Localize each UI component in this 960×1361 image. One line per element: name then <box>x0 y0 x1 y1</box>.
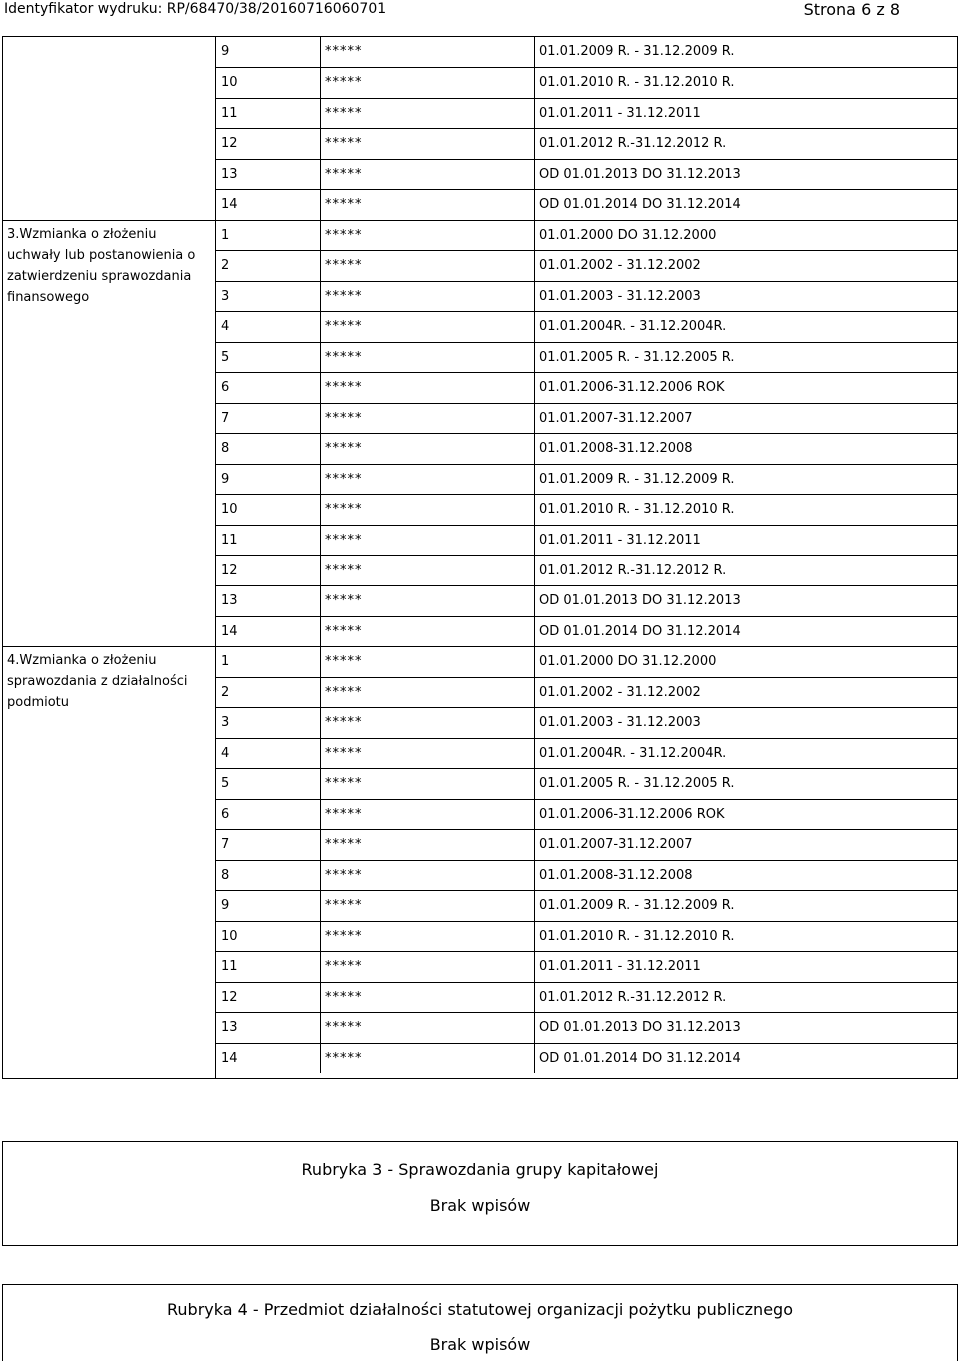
entry-period: 01.01.2010 R. - 31.12.2010 R. <box>539 502 735 518</box>
print-header <box>0 0 960 20</box>
table-row <box>216 707 958 737</box>
rubryka-4-title: Rubryka 4 - Przedmiot działalności statutowej organizacji pożytku publicznego <box>167 1300 793 1319</box>
entry-period: 01.01.2009 R. - 31.12.2009 R. <box>539 44 735 59</box>
entry-masked-value: ***** <box>321 708 535 737</box>
table-row <box>216 951 958 981</box>
entry-period: 01.01.2004R. - 31.12.2004R. <box>539 319 727 335</box>
rubryka-3-title: Rubryka 3 - Sprawozdania grupy kapitałowej <box>301 1160 659 1179</box>
entry-number: 1 <box>216 221 321 250</box>
entry-period: 01.01.2005 R. - 31.12.2005 R. <box>539 349 735 365</box>
table-row <box>216 403 958 433</box>
entry-number: 7 <box>216 404 321 433</box>
entry-period: 01.01.2010 R. - 31.12.2010 R. <box>539 75 735 91</box>
entry-number: 4 <box>216 312 321 341</box>
entry-period: OD 01.01.2014 DO 31.12.2014 <box>539 623 741 639</box>
entry-masked-value: ***** <box>321 556 535 585</box>
entry-period: 01.01.2006-31.12.2006 ROK <box>539 806 725 822</box>
table-row <box>216 220 958 250</box>
entry-number: 2 <box>216 678 321 707</box>
table-row <box>216 768 958 798</box>
entry-number: 9 <box>216 891 321 920</box>
entry-period: 01.01.2003 - 31.12.2003 <box>539 288 701 304</box>
section-label: 4.Wzmianka o złożeniu sprawozdania z działalności podmiotu <box>3 646 215 713</box>
entry-period: 01.01.2008-31.12.2008 <box>539 441 693 457</box>
rubryka-4-empty-note: Brak wpisów <box>429 1335 531 1354</box>
entry-masked-value: ***** <box>321 343 535 372</box>
entry-period: 01.01.2006-31.12.2006 ROK <box>539 380 725 396</box>
entry-masked-value: ***** <box>321 952 535 981</box>
entry-period: 01.01.2008-31.12.2008 <box>539 867 693 883</box>
table-row <box>216 646 958 676</box>
entry-number: 8 <box>216 434 321 463</box>
entry-period: OD 01.01.2013 DO 31.12.2013 <box>539 166 741 182</box>
table-row <box>216 494 958 524</box>
entry-masked-value: ***** <box>321 1044 535 1073</box>
entry-masked-value: ***** <box>321 861 535 890</box>
entry-period: 01.01.2004R. - 31.12.2004R. <box>539 745 727 761</box>
entry-masked-value: ***** <box>321 221 535 250</box>
entry-masked-value: ***** <box>321 465 535 494</box>
entry-masked-value: ***** <box>321 678 535 707</box>
rubryka-4-box <box>2 1284 958 1361</box>
entry-number: 14 <box>216 1044 321 1073</box>
entry-masked-value: ***** <box>321 99 535 128</box>
entry-number: 13 <box>216 1013 321 1042</box>
entry-number: 12 <box>216 983 321 1012</box>
entry-masked-value: ***** <box>321 983 535 1012</box>
entry-period: 01.01.2012 R.-31.12.2012 R. <box>539 562 727 578</box>
table-row <box>216 311 958 341</box>
entry-number: 8 <box>216 861 321 890</box>
table-row <box>216 128 958 158</box>
entry-masked-value: ***** <box>321 586 535 615</box>
entry-masked-value: ***** <box>321 647 535 676</box>
entry-masked-value: ***** <box>321 891 535 920</box>
entry-period: 01.01.2000 DO 31.12.2000 <box>539 227 717 243</box>
entry-masked-value: ***** <box>321 404 535 433</box>
table-row <box>216 799 958 829</box>
entry-masked-value: ***** <box>321 251 535 280</box>
table-row <box>216 464 958 494</box>
entry-number: 9 <box>216 465 321 494</box>
entry-number: 2 <box>216 251 321 280</box>
entry-number: 13 <box>216 160 321 189</box>
entry-period: OD 01.01.2013 DO 31.12.2013 <box>539 593 741 609</box>
entry-number: 11 <box>216 952 321 981</box>
entry-period: 01.01.2009 R. - 31.12.2009 R. <box>539 898 735 914</box>
entry-number: 7 <box>216 830 321 859</box>
table-row <box>216 921 958 951</box>
entry-number: 3 <box>216 282 321 311</box>
entry-masked-value: ***** <box>321 617 535 646</box>
entry-period: 01.01.2011 - 31.12.2011 <box>539 959 701 975</box>
entry-number: 11 <box>216 99 321 128</box>
page-number: Strona 6 z 8 <box>803 0 900 19</box>
entry-period: 01.01.2012 R.-31.12.2012 R. <box>539 136 727 152</box>
entry-period: 01.01.2007-31.12.2007 <box>539 410 693 426</box>
registry-table <box>2 36 958 1079</box>
entry-number: 13 <box>216 586 321 615</box>
entry-number: 10 <box>216 68 321 97</box>
table-row <box>216 37 958 67</box>
entry-period: 01.01.2009 R. - 31.12.2009 R. <box>539 471 735 487</box>
entry-period: 01.01.2003 - 31.12.2003 <box>539 715 701 731</box>
entry-masked-value: ***** <box>321 830 535 859</box>
entry-number: 6 <box>216 800 321 829</box>
table-row <box>216 585 958 615</box>
table-row <box>216 555 958 585</box>
entry-period: 01.01.2011 - 31.12.2011 <box>539 532 701 548</box>
entry-number: 5 <box>216 769 321 798</box>
entry-period: 01.01.2002 - 31.12.2002 <box>539 684 701 700</box>
entry-number: 1 <box>216 647 321 676</box>
table-row <box>216 159 958 189</box>
entry-number: 11 <box>216 526 321 555</box>
entry-number: 5 <box>216 343 321 372</box>
entry-number: 12 <box>216 556 321 585</box>
entry-period: 01.01.2002 - 31.12.2002 <box>539 258 701 274</box>
table-row <box>216 616 958 646</box>
entry-period: 01.01.2007-31.12.2007 <box>539 837 693 853</box>
entry-period: OD 01.01.2013 DO 31.12.2013 <box>539 1020 741 1036</box>
entry-masked-value: ***** <box>321 282 535 311</box>
entry-masked-value: ***** <box>321 922 535 951</box>
table-row <box>216 525 958 555</box>
entry-period: 01.01.2005 R. - 31.12.2005 R. <box>539 776 735 792</box>
entry-masked-value: ***** <box>321 495 535 524</box>
entry-number: 4 <box>216 739 321 768</box>
print-identifier: Identyfikator wydruku: RP/68470/38/20160716060701 <box>4 1 387 17</box>
entry-number: 14 <box>216 617 321 646</box>
entry-number: 12 <box>216 129 321 158</box>
rubryka-3-empty-note: Brak wpisów <box>429 1196 531 1215</box>
entry-period: OD 01.01.2014 DO 31.12.2014 <box>539 197 741 213</box>
entry-masked-value: ***** <box>321 434 535 463</box>
section-label: 3.Wzmianka o złożeniu uchwały lub postanowienia o zatwierdzeniu sprawozdania finansowego <box>3 220 215 308</box>
entry-period: 01.01.2000 DO 31.12.2000 <box>539 654 717 670</box>
table-row <box>216 860 958 890</box>
table-row <box>216 677 958 707</box>
entry-number: 10 <box>216 495 321 524</box>
table-row <box>216 250 958 280</box>
table-row <box>216 281 958 311</box>
table-row <box>216 189 958 219</box>
entry-number: 3 <box>216 708 321 737</box>
entry-masked-value: ***** <box>321 800 535 829</box>
entry-masked-value: ***** <box>321 190 535 219</box>
entry-masked-value: ***** <box>321 68 535 97</box>
entry-masked-value: ***** <box>321 739 535 768</box>
entry-number: 6 <box>216 373 321 402</box>
entry-masked-value: ***** <box>321 1013 535 1042</box>
table-row <box>216 433 958 463</box>
entry-period: 01.01.2011 - 31.12.2011 <box>539 105 701 121</box>
entry-masked-value: ***** <box>321 37 535 67</box>
table-row <box>216 738 958 768</box>
table-row <box>216 982 958 1012</box>
entry-number: 14 <box>216 190 321 219</box>
entry-masked-value: ***** <box>321 160 535 189</box>
table-row <box>216 67 958 97</box>
entry-masked-value: ***** <box>321 526 535 555</box>
entry-masked-value: ***** <box>321 312 535 341</box>
entry-masked-value: ***** <box>321 373 535 402</box>
entry-period: OD 01.01.2014 DO 31.12.2014 <box>539 1050 741 1066</box>
table-row <box>216 342 958 372</box>
table-row <box>216 890 958 920</box>
section-label-column <box>3 37 216 1078</box>
entry-number: 10 <box>216 922 321 951</box>
entry-masked-value: ***** <box>321 129 535 158</box>
table-row <box>216 1043 958 1073</box>
entry-masked-value: ***** <box>321 769 535 798</box>
rubryka-3-box <box>2 1141 958 1246</box>
entry-period: 01.01.2010 R. - 31.12.2010 R. <box>539 928 735 944</box>
table-row <box>216 829 958 859</box>
entry-number: 9 <box>216 37 321 67</box>
entry-period: 01.01.2012 R.-31.12.2012 R. <box>539 989 727 1005</box>
table-row <box>216 1012 958 1042</box>
table-row <box>216 98 958 128</box>
table-row <box>216 372 958 402</box>
